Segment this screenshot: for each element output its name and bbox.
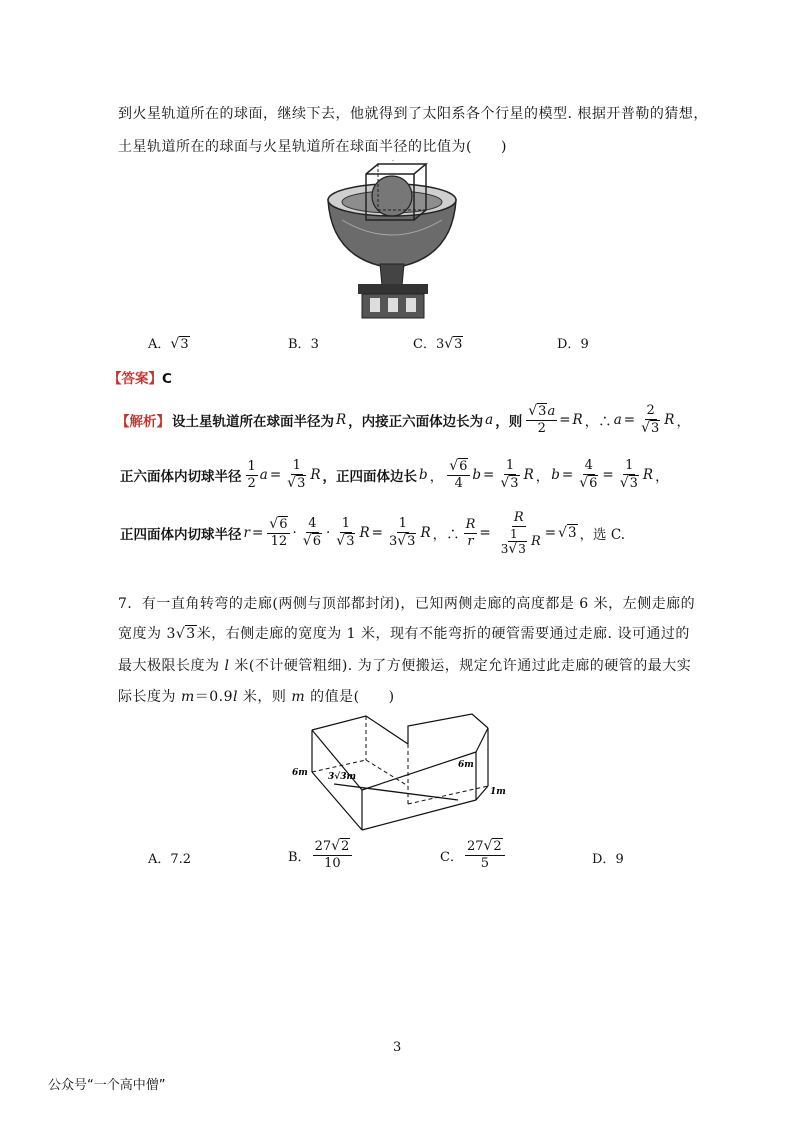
analysis-l2-frac-2: $\frac{1}{√3}$: [287, 458, 306, 491]
analysis-l1-a2: a: [613, 412, 622, 428]
analysis-l1-a: a: [485, 412, 494, 428]
frac-den-coef: 3: [388, 534, 398, 549]
frac-num-radicand: 2: [341, 839, 350, 854]
frac-num-coef: 27: [314, 839, 332, 854]
equals-sign: =: [269, 467, 282, 483]
analysis-l1-R: R: [336, 412, 347, 428]
frac-num: R: [465, 516, 476, 532]
frac-num: 1: [341, 516, 351, 531]
analysis-l2-frac-5: $\frac{4}{√6}$: [579, 458, 598, 491]
equals-sign: =: [371, 525, 383, 541]
q7-option-a: [148, 848, 191, 867]
analysis-l1-text-2: ，内接正六面体边长为: [348, 414, 484, 430]
q7-line-4-l: l: [233, 689, 238, 705]
analysis-l3-frac-5: [464, 517, 478, 550]
frac-num-radicand: 3: [538, 404, 547, 419]
analysis-l2-R2: R: [523, 467, 534, 483]
analysis-l2-b: b: [419, 467, 428, 483]
analysis-l3-frac-2: $\frac{4}{√6}$: [302, 516, 321, 549]
q7-line-4-m: m: [180, 689, 195, 705]
nested-frac-den-radicand: 3: [518, 542, 526, 556]
answer-tag: 【答案】: [108, 371, 162, 387]
q7-line-4-c: 米，则: [237, 689, 292, 705]
nested-frac-den-coef: 3: [500, 542, 509, 556]
analysis-l3-frac-4: $\frac{1}{3√3}$: [388, 516, 416, 549]
intro-line-1: 到火星轨道所在的球面，继续下去，他就得到了太阳系各个行星的模型. 根据开普勒的猜想，: [118, 106, 708, 122]
frac-den: 12: [270, 534, 288, 549]
q7-line-1: 7．有一直角转弯的走廊(两侧与顶部都封闭)，已知两侧走廊的高度都是 6 米，左侧走廊的: [118, 596, 696, 612]
q6-option-c-radicand: 3: [454, 337, 463, 352]
q6-option-d-label: D．: [557, 337, 581, 352]
analysis-l1-frac-2: $\frac{2}{√3}$: [641, 403, 660, 436]
q6-option-c-coef: 3: [435, 337, 445, 352]
equals-sign: =: [561, 467, 574, 483]
dot-operator: ·: [292, 525, 297, 541]
q7-line-2-b: 米，右侧走廊的宽度为 1 米，现有不能弯折的硬管需要通过走廊. 设可通过的: [196, 626, 690, 642]
corridor-left-width-unit: m: [346, 772, 356, 782]
nested-frac-R: R: [530, 533, 541, 549]
analysis-line-1: [116, 403, 692, 437]
q7-line-4-m2: m: [291, 689, 306, 705]
frac-num: R: [513, 510, 524, 525]
equals-sign: =: [602, 467, 614, 483]
intro-line-2: 土星轨道所在的球面与火星轨道所在球面半径的比值为( ): [118, 139, 507, 155]
q7-option-d: [592, 848, 624, 867]
q7-line-3-a: 最大极限长度为: [118, 658, 225, 674]
analysis-l2-b3: b: [551, 467, 560, 483]
frac-num: 4: [308, 516, 317, 531]
q6-option-d: [557, 333, 589, 352]
analysis-l3-text-1: 正四面体内切球半径: [120, 527, 242, 543]
frac-den-radicand: 3: [407, 534, 416, 549]
frac-den: 10: [324, 856, 341, 871]
punct: ，: [429, 469, 444, 485]
analysis-l2-b2: b: [472, 467, 482, 483]
frac-num-coef: 27: [466, 839, 484, 854]
frac-num: 1: [292, 458, 301, 473]
frac-den-radicand: 3: [510, 476, 519, 491]
analysis-l2-R3: R: [642, 467, 654, 483]
frac-num-radicand: 2: [493, 839, 502, 854]
q6-option-c-label: C．: [413, 337, 436, 352]
q7-line-4-d: 的值是( ): [305, 689, 395, 705]
kepler-model-figure: [322, 160, 462, 322]
q7-option-c-fraction: $\frac{27√2}{5}$: [465, 838, 505, 872]
equals-sign: =: [559, 412, 571, 428]
analysis-l1-R2: R: [572, 412, 583, 428]
analysis-l2-frac-4: $\frac{1}{√3}$: [500, 458, 519, 491]
punct: ，: [535, 469, 550, 485]
corridor-left-width-coef: 3: [328, 772, 335, 782]
frac-num: 4: [584, 458, 593, 473]
q7-option-b: [288, 838, 354, 872]
analysis-l1-text-3: ，则: [495, 414, 523, 430]
frac-num: 1: [398, 516, 407, 531]
analysis-l1-text-1: 设土星轨道所在球面半径为: [172, 414, 334, 430]
corridor-right-width: 1m: [490, 787, 506, 797]
analysis-l3-frac-6: R $\frac{1}{3√3}$ R: [500, 510, 541, 557]
q7-line-4-b: ＝0.9: [194, 689, 233, 705]
equals-sign: =: [251, 525, 264, 541]
frac-den-radicand: 6: [312, 534, 321, 549]
analysis-l3-result-radicand: 3: [567, 525, 577, 541]
q7-option-b-fraction: $\frac{27√2}{10}$: [313, 838, 353, 872]
analysis-l3-frac-1: $\frac{√6}{12}$: [267, 516, 290, 550]
frac-num-radicand: 6: [279, 517, 288, 532]
q6-option-a-label: A．: [148, 337, 171, 352]
equals-sign: =: [623, 412, 636, 428]
q7-option-d-label: D．: [592, 852, 616, 867]
corridor-figure: [290, 712, 520, 832]
punct: ，: [676, 414, 690, 430]
frac-den: 5: [480, 856, 489, 871]
analysis-line-2: [120, 458, 671, 492]
analysis-l3-end: ，选 C.: [579, 527, 625, 543]
analysis-l3-R: R: [359, 525, 370, 541]
analysis-l1-frac-1: $\frac{√3a}{2}$: [528, 403, 556, 436]
q6-option-b: [288, 333, 319, 352]
frac-num: 2: [646, 403, 655, 418]
frac-num: 1: [625, 458, 634, 473]
corridor-left-height: 6m: [292, 768, 308, 778]
equals-sign: =: [544, 525, 557, 541]
corridor-right-height: 6m: [458, 760, 474, 770]
analysis-tag: 【解析】: [116, 414, 170, 430]
q7-line-2-radicand: 3: [186, 626, 196, 642]
frac-num-var: a: [547, 404, 556, 419]
punct: ，: [655, 469, 669, 485]
analysis-l2-R: R: [310, 467, 321, 483]
q7-option-d-value: 9: [615, 852, 624, 867]
answer-value: C: [162, 371, 172, 387]
analysis-l3-frac-3: $\frac{1}{√3}$: [336, 516, 355, 549]
analysis-l2-text-2: ，正四面体边长: [322, 469, 418, 485]
q7-line-2-a: 宽度为 3: [118, 626, 176, 642]
q7-option-b-label: B．: [288, 849, 311, 865]
analysis-l2-frac-6: $\frac{1}{√3}$: [619, 458, 638, 491]
frac-num: 1: [247, 458, 256, 474]
q6-option-a: A．√3: [148, 336, 189, 352]
analysis-l1-R3: R: [664, 412, 675, 428]
q7-line-4-a: 际长度为: [118, 689, 181, 705]
analysis-l2-a: a: [259, 467, 268, 483]
wechat-account: 公众号“一个高中僧”: [48, 1078, 166, 1093]
equals-sign: =: [479, 525, 491, 541]
q7-option-a-value: 7.2: [170, 852, 192, 867]
frac-den-radicand: 6: [589, 476, 598, 491]
q6-option-c: C．3√3: [413, 336, 463, 352]
frac-num: 1: [505, 458, 515, 473]
q6-option-d-value: 9: [580, 337, 589, 352]
q7-line-2: 宽度为 3√3米，右侧走廊的宽度为 1 米，现有不能弯折的硬管需要通过走廊. 设可通过的: [118, 626, 690, 642]
q7-option-c-label: C．: [440, 849, 463, 865]
frac-num-radicand: 6: [459, 459, 468, 474]
frac-den: 4: [454, 476, 463, 491]
nested-frac-num: 1: [510, 527, 518, 541]
frac-den-radicand: 3: [650, 421, 660, 436]
analysis-l3-r: r: [243, 525, 250, 541]
corridor-left-width: 3√3m: [328, 772, 356, 782]
frac-den: r: [467, 533, 474, 549]
q6-option-b-label: B．: [288, 337, 311, 352]
q7-line-3: [118, 655, 691, 675]
analysis-l3-R2: R: [420, 525, 431, 541]
page-number: 3: [393, 1040, 402, 1055]
q7-option-a-label: A．: [148, 852, 171, 867]
therefore-sign: ，∴: [584, 414, 612, 430]
equals-sign: =: [483, 467, 495, 483]
q7-line-4: [118, 686, 395, 706]
q7-line-3-b: 米(不计硬管粗细). 为了方便搬运，规定允许通过此走廊的硬管的最大实: [229, 658, 692, 674]
frac-den-radicand: 3: [629, 476, 638, 491]
corridor-left-width-rad: 3: [340, 772, 347, 782]
frac-den-radicand: 3: [346, 534, 355, 549]
therefore-sign: ，∴: [432, 527, 460, 543]
q6-option-a-value: 3: [180, 337, 189, 352]
q7-option-c: [440, 838, 507, 872]
dot-operator: ·: [325, 525, 331, 541]
q7-line-3-l: l: [224, 658, 230, 674]
frac-den: 2: [537, 421, 546, 436]
analysis-line-3: 正四面体内切球半径 r = $\frac{√6}{12}$ · $\frac{4}{√6}$ · $\frac{1}{√3}$ R = $\frac{1}{3√3}$ R ，∴ $\frac{R}{r}$ = R $\frac{1}{3√3}$ R = √3 ，选 C.: [120, 510, 625, 557]
analysis-l2-frac-3: $\frac{√6}{4}$: [447, 458, 470, 492]
answer-line: [108, 367, 172, 387]
frac-den-radicand: 3: [297, 476, 306, 491]
frac-den: 2: [247, 475, 256, 491]
analysis-l2-frac-1: [246, 459, 258, 492]
q6-option-b-value: 3: [310, 337, 319, 352]
analysis-l2-text-1: 正六面体内切球半径: [120, 469, 242, 485]
